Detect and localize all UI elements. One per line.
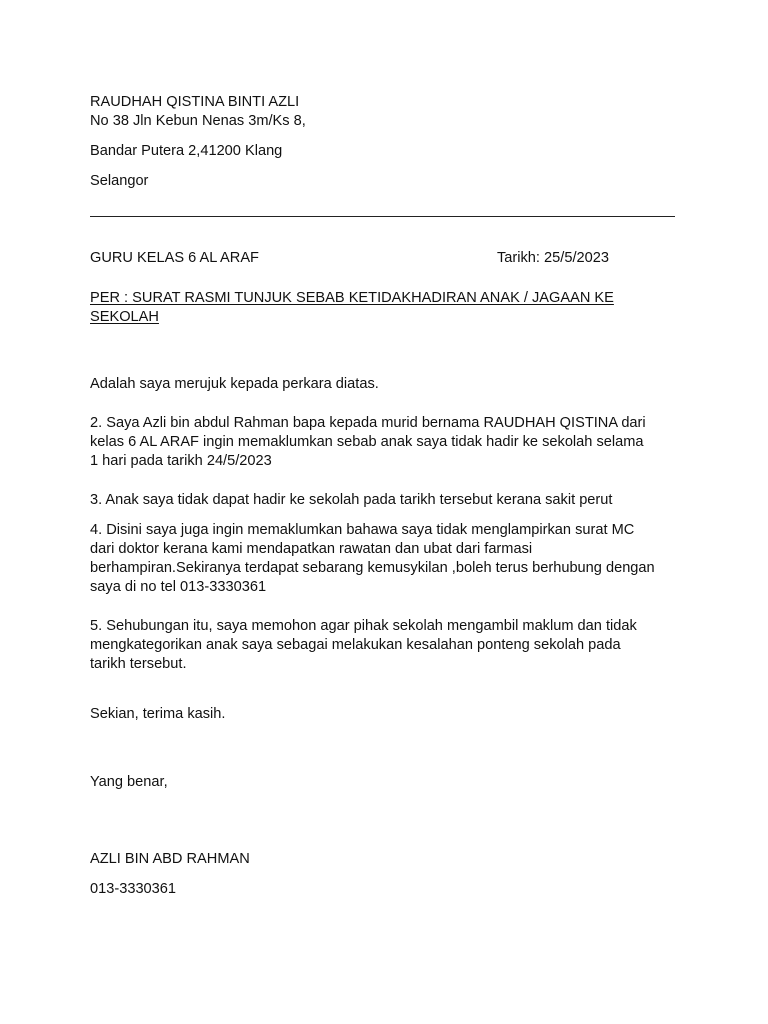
- paragraph-5-line2: mengkategorikan anak saya sebagai melakukan kesalahan ponteng sekolah pada: [90, 637, 621, 653]
- signoff-phone: 013-3330361: [90, 881, 177, 897]
- paragraph-5-line1: 5. Sehubungan itu, saya memohon agar pihak sekolah mengambil maklum dan tidak: [90, 618, 637, 634]
- paragraph-2-line2: kelas 6 AL ARAF ingin memaklumkan sebab anak saya tidak hadir ke sekolah selama: [90, 434, 644, 450]
- subject-line2: SEKOLAH: [90, 309, 159, 325]
- paragraph-4-line4: saya di no tel 013-3330361: [90, 579, 267, 595]
- paragraph-4-line3: berhampiran.Sekiranya terdapat sebarang kemusykilan ,boleh terus berhubung dengan: [90, 560, 655, 576]
- paragraph-4-line2: dari doktor kerana kami mendapatkan rawatan dan ubat dari farmasi: [90, 541, 533, 557]
- sender-address-line3: Selangor: [90, 173, 149, 189]
- sender-name: RAUDHAH QISTINA BINTI AZLI: [90, 94, 300, 110]
- paragraph-5-line3: tarikh tersebut.: [90, 656, 187, 672]
- signoff-salutation: Yang benar,: [90, 774, 168, 790]
- sender-address-line2: Bandar Putera 2,41200 Klang: [90, 143, 283, 159]
- signoff-name: AZLI BIN ABD RAHMAN: [90, 851, 250, 867]
- paragraph-3: 3. Anak saya tidak dapat hadir ke sekolah pada tarikh tersebut kerana sakit perut: [90, 492, 613, 508]
- subject-line1: PER : SURAT RASMI TUNJUK SEBAB KETIDAKHADIRAN ANAK / JAGAAN KE: [90, 290, 614, 306]
- sender-address-line1: No 38 Jln Kebun Nenas 3m/Ks 8,: [90, 113, 306, 129]
- paragraph-2-line1: 2. Saya Azli bin abdul Rahman bapa kepada murid bernama RAUDHAH QISTINA dari: [90, 415, 646, 431]
- recipient: GURU KELAS 6 AL ARAF: [90, 250, 259, 266]
- paragraph-4-line1: 4. Disini saya juga ingin memaklumkan bahawa saya tidak menglampirkan surat MC: [90, 522, 635, 538]
- separator-line: [90, 216, 675, 217]
- closing-paragraph: Sekian, terima kasih.: [90, 706, 226, 722]
- intro-paragraph: Adalah saya merujuk kepada perkara diatas.: [90, 376, 379, 392]
- paragraph-2-line3: 1 hari pada tarikh 24/5/2023: [90, 453, 272, 469]
- letter-date: Tarikh: 25/5/2023: [497, 250, 609, 266]
